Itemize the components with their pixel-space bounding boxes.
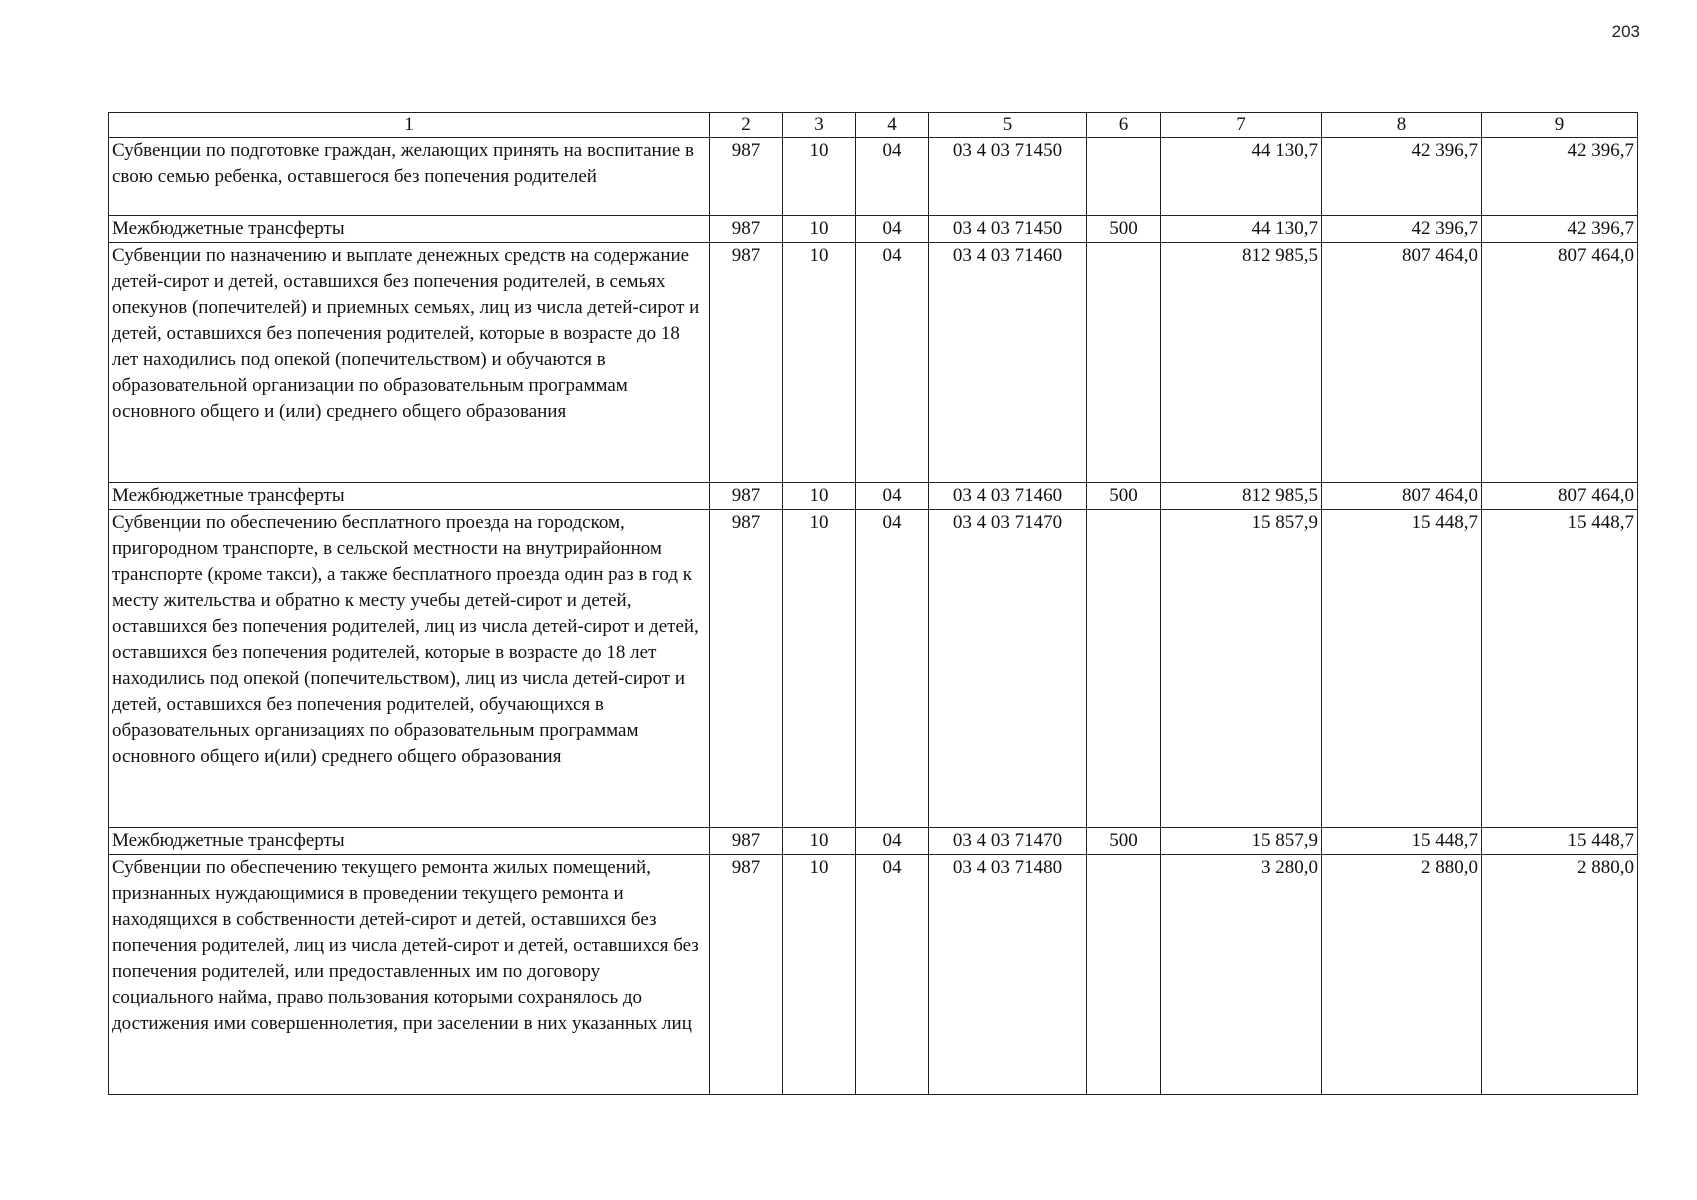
row-name: Межбюджетные трансферты: [109, 216, 710, 243]
amount-col7: 3 280,0: [1161, 855, 1322, 1095]
row-name: Субвенции по подготовке граждан, желающих принять на воспитание в свою семью ребенка, оставшегося без попечения родителей: [109, 138, 710, 216]
row-name: Межбюджетные трансферты: [109, 828, 710, 855]
amount-col8: 807 464,0: [1322, 483, 1482, 510]
code-subsection: 04: [856, 828, 929, 855]
amount-col8: 807 464,0: [1322, 243, 1482, 483]
code-subsection: 04: [856, 510, 929, 828]
column-header: 4: [856, 113, 929, 138]
code-admin: 987: [710, 483, 783, 510]
code-expense-type: 500: [1087, 483, 1161, 510]
code-target: 03 4 03 71480: [929, 855, 1087, 1095]
row-name: Субвенции по назначению и выплате денежных средств на содержание детей-сирот и детей, оставшихся без попечения родителей, в семьях опекунов (попечителей) и приемных семьях, лиц из числа детей-сирот и детей, оставшихся без попечения родителей, которые в возрасте до 18 лет находились под опекой (попечительством) и обучаются в образовательной организации по образовательным программам основного общего и (или) среднего общего образования: [109, 243, 710, 483]
amount-col9: 807 464,0: [1482, 483, 1638, 510]
budget-table: [108, 112, 1638, 1095]
code-subsection: 04: [856, 216, 929, 243]
table-row: [109, 483, 1638, 510]
table-row: [109, 138, 1638, 216]
row-name: Межбюджетные трансферты: [109, 483, 710, 510]
column-header: 7: [1161, 113, 1322, 138]
column-header: 3: [783, 113, 856, 138]
amount-col9: 15 448,7: [1482, 828, 1638, 855]
code-target: 03 4 03 71470: [929, 510, 1087, 828]
code-section: 10: [783, 138, 856, 216]
amount-col8: 42 396,7: [1322, 216, 1482, 243]
row-name: Субвенции по обеспечению бесплатного проезда на городском, пригородном транспорте, в сельской местности на внутрирайонном транспорте (кроме такси), а также бесплатного проезда один раз в год к месту жительства и обратно к месту учебы детей-сирот и детей, оставшихся без попечения родителей, лиц из числа детей-сирот и детей, оставшихся без попечения родителей, которые в возрасте до 18 лет находились под опекой (попечительством), лиц из числа детей-сирот и детей, оставшихся без попечения родителей, обучающихся в образовательных организациях по образовательным программам основного общего и(или) среднего общего образования: [109, 510, 710, 828]
column-header: 9: [1482, 113, 1638, 138]
table-row: [109, 855, 1638, 1095]
code-section: 10: [783, 216, 856, 243]
code-section: 10: [783, 483, 856, 510]
code-admin: 987: [710, 510, 783, 828]
amount-col7: 812 985,5: [1161, 243, 1322, 483]
column-header: 8: [1322, 113, 1482, 138]
code-subsection: 04: [856, 138, 929, 216]
column-header: 1: [109, 113, 710, 138]
amount-col7: 15 857,9: [1161, 510, 1322, 828]
code-section: 10: [783, 828, 856, 855]
page-number: 203: [1611, 22, 1640, 41]
amount-col8: 2 880,0: [1322, 855, 1482, 1095]
code-section: 10: [783, 510, 856, 828]
code-target: 03 4 03 71470: [929, 828, 1087, 855]
code-subsection: 04: [856, 483, 929, 510]
row-name: Субвенции по обеспечению текущего ремонта жилых помещений, признанных нуждающимися в проведении текущего ремонта и находящихся в собственности детей-сирот и детей, оставшихся без попечения родителей, лиц из числа детей-сирот и детей, оставшихся без попечения родителей, или предоставленных им по договору социального найма, право пользования которыми сохранялось до достижения ими совершеннолетия, при заселении в них указанных лиц: [109, 855, 710, 1095]
code-admin: 987: [710, 828, 783, 855]
amount-col7: 812 985,5: [1161, 483, 1322, 510]
code-subsection: 04: [856, 855, 929, 1095]
amount-col9: 15 448,7: [1482, 510, 1638, 828]
table-row: [109, 828, 1638, 855]
code-admin: 987: [710, 243, 783, 483]
amount-col9: 42 396,7: [1482, 216, 1638, 243]
code-section: 10: [783, 243, 856, 483]
code-expense-type: [1087, 510, 1161, 828]
amount-col9: 2 880,0: [1482, 855, 1638, 1095]
code-subsection: 04: [856, 243, 929, 483]
code-expense-type: [1087, 855, 1161, 1095]
amount-col8: 15 448,7: [1322, 828, 1482, 855]
code-admin: 987: [710, 216, 783, 243]
table-row: [109, 216, 1638, 243]
header-row: [109, 113, 1638, 138]
amount-col7: 44 130,7: [1161, 216, 1322, 243]
amount-col8: 42 396,7: [1322, 138, 1482, 216]
column-header: 2: [710, 113, 783, 138]
amount-col9: 807 464,0: [1482, 243, 1638, 483]
code-expense-type: 500: [1087, 828, 1161, 855]
column-header: 5: [929, 113, 1087, 138]
code-target: 03 4 03 71450: [929, 138, 1087, 216]
code-section: 10: [783, 855, 856, 1095]
code-admin: 987: [710, 855, 783, 1095]
table-row: [109, 243, 1638, 483]
code-expense-type: [1087, 243, 1161, 483]
amount-col8: 15 448,7: [1322, 510, 1482, 828]
code-target: 03 4 03 71450: [929, 216, 1087, 243]
code-target: 03 4 03 71460: [929, 243, 1087, 483]
table-row: [109, 510, 1638, 828]
code-expense-type: [1087, 138, 1161, 216]
amount-col9: 42 396,7: [1482, 138, 1638, 216]
amount-col7: 15 857,9: [1161, 828, 1322, 855]
code-expense-type: 500: [1087, 216, 1161, 243]
code-admin: 987: [710, 138, 783, 216]
code-target: 03 4 03 71460: [929, 483, 1087, 510]
column-header: 6: [1087, 113, 1161, 138]
amount-col7: 44 130,7: [1161, 138, 1322, 216]
